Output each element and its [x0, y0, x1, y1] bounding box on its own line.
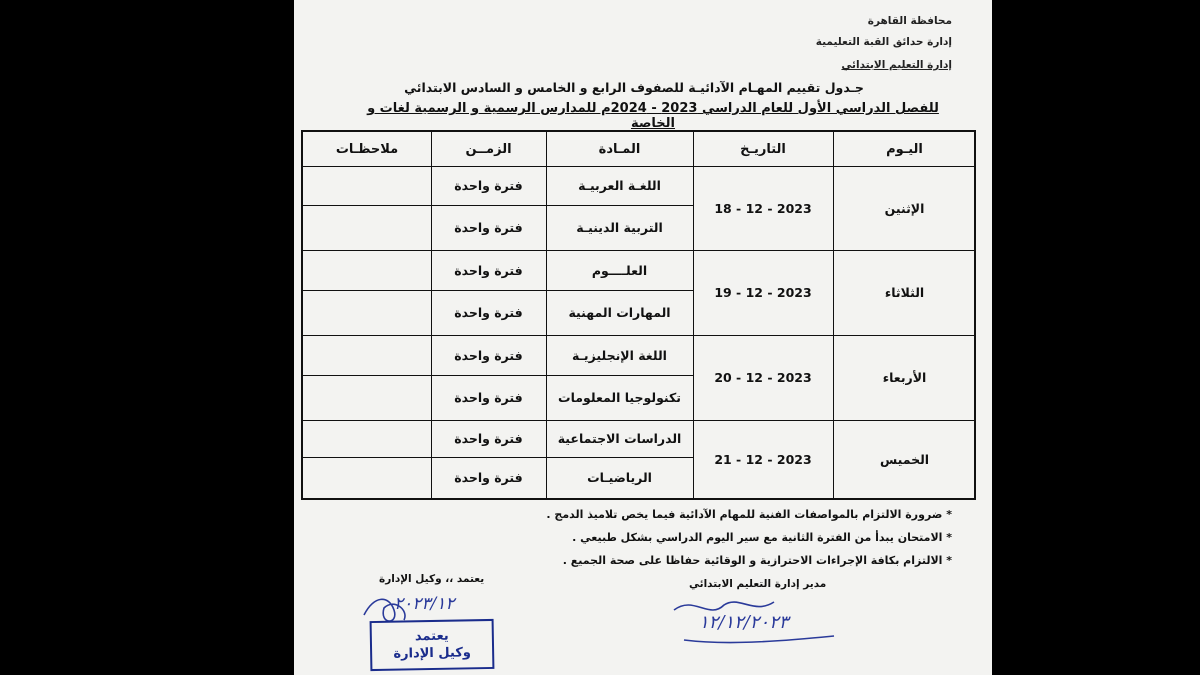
subject-cell: اللغـة العربيـة [578, 178, 661, 193]
date-cell: 20 - 12 - 2023 [714, 370, 812, 385]
header-department: إدارة التعليم الابتدائي [841, 59, 952, 71]
subject-cell: المهارات المهنية [568, 305, 671, 320]
day-cell: الإثنين [884, 200, 925, 216]
header-date: التاريـخ [740, 141, 786, 157]
time-cell: فترة واحدة [454, 390, 523, 405]
time-cell: فترة واحدة [454, 262, 523, 278]
time-cell: فترة واحدة [454, 305, 523, 320]
document-page [294, 0, 992, 675]
signature-left-label: يعتمد ،، وكيل الإدارة [379, 573, 485, 585]
stamp-line1: يعتمد [414, 628, 449, 645]
day-cell: الأربعاء [882, 370, 927, 385]
subject-cell: اللغة الإنجليزيـة [572, 347, 667, 363]
time-cell: فترة واحدة [454, 431, 523, 446]
time-cell: فترة واحدة [454, 178, 523, 193]
subject-cell: تكنولوجيا المعلومات [558, 390, 681, 405]
note-item: * ضرورة الالتزام بالمواصفات الفنية للمهام الآدائية فيما يخص تلاميذ الدمج . [546, 508, 952, 521]
subject-cell: الدراسات الاجتماعية [557, 431, 682, 446]
subject-cell: الرياضيـات [587, 470, 652, 485]
day-cell: الخميس [879, 451, 930, 467]
header-governorate: محافظة القاهرة [867, 15, 952, 27]
note-item: * الالتزام بكافة الإجراءات الاحترازية و الوقائية حفاظا على صحة الجميع . [562, 554, 952, 567]
stamp-line2: وكيل الإدارة [393, 645, 472, 662]
header-day: اليـوم [886, 141, 923, 157]
header-time: الزمــن [465, 141, 512, 157]
note-item: * الامتحان يبدأ من الفترة الثانية مع سير اليوم الدراسي بشكل طبيعي . [572, 531, 952, 544]
day-cell: الثلاثاء [884, 285, 925, 300]
signature-right-label: مدير إدارة التعليم الابتدائي [689, 578, 827, 590]
schedule-table [301, 130, 976, 500]
document-subtitle: للفصل الدراسي الأول للعام الدراسي 2023 - 2024م للمدارس الرسمية و الرسمية لغات و الخاصة [367, 101, 939, 131]
header-notes: ملاحظـات [335, 141, 399, 157]
date-cell: 19 - 12 - 2023 [714, 285, 812, 300]
header-administration: إدارة حدائق القبة التعليمية [815, 36, 952, 48]
subject-cell: التربية الدينيـة [576, 220, 663, 235]
date-cell: 21 - 12 - 2023 [714, 451, 812, 467]
handwritten-date-right: ١٢/١٢/٢٠٢٣ [699, 612, 789, 633]
document-title: جـدول تقييم المهـام الآدائيـة للصفوف الرابع و الخامس و السادس الابتدائي [404, 80, 864, 95]
time-cell: فترة واحدة [454, 220, 523, 235]
handwritten-date-left: ٢٠٢٣/١٢ [394, 594, 455, 614]
date-cell: 18 - 12 - 2023 [714, 200, 812, 216]
header-subject: المـادة [598, 141, 641, 157]
time-cell: فترة واحدة [454, 470, 523, 485]
subject-cell: العلــــوم [591, 262, 648, 278]
approval-stamp [370, 619, 495, 671]
time-cell: فترة واحدة [454, 347, 523, 363]
